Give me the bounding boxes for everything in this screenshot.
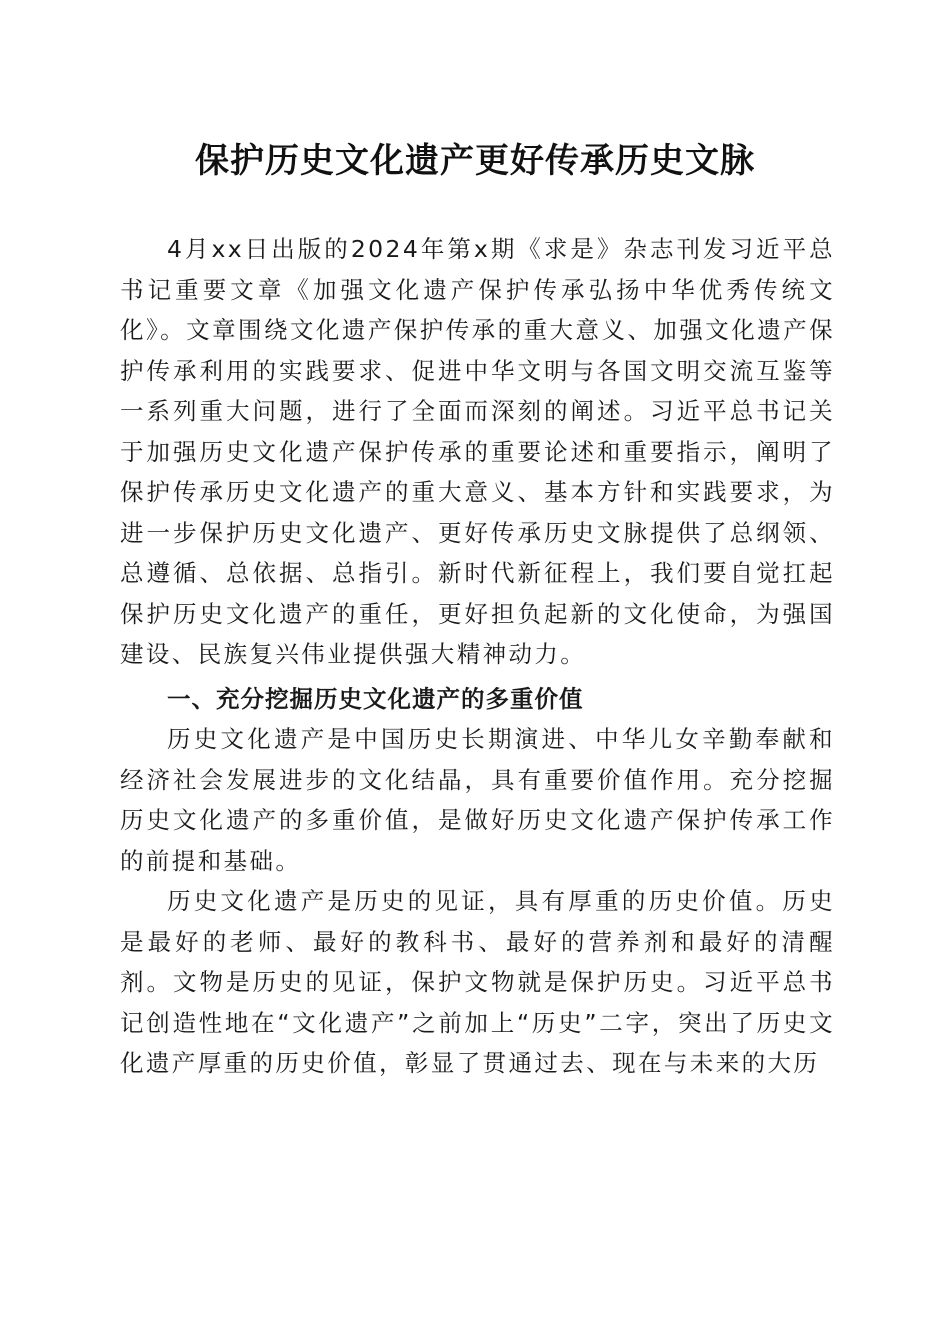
document-title: 保护历史文化遗产更好传承历史文脉 [195, 141, 755, 181]
intro-paragraph: 4月xx日出版的2024年第x期《求是》杂志刊发习近平总书记重要文章《加强文化遗产保护传承弘扬中华优秀传统文化》。文章围绕文化遗产保护传承的重大意义、加强文化遗产保护传承利用的实践要求、促进中华文明与各国文明交流互鉴等一系列重大问题，进行了全面而深刻的阐述。习近平总书记关于加强历史文化遗产保护传承的重要论述和重要指示，阐明了保护传承历史文化遗产的重大意义、基本方针和实践要求，为进一步保护历史文化遗产、更好传承历史文脉提供了总纲领、总遵循、总依据、总指引。新时代新征程上，我们要自觉扛起保护历史文化遗产的重任，更好担负起新的文化使命，为强国建设、民族复兴伟业提供强大精神动力。 [120, 235, 835, 668]
section-heading: 一、充分挖掘历史文化遗产的多重价值 [167, 684, 584, 713]
document-body [120, 229, 835, 1084]
body-paragraph: 历史文化遗产是中国历史长期演进、中华儿女辛勤奉献和经济社会发展进步的文化结晶，具有重要价值作用。充分挖掘历史文化遗产的多重价值，是做好历史文化遗产保护传承工作的前提和基础。 [120, 725, 835, 875]
body-paragraph: 历史文化遗产是历史的见证，具有厚重的历史价值。历史是最好的老师、最好的教科书、最好的营养剂和最好的清醒剂。文物是历史的见证，保护文物就是保护历史。习近平总书记创造性地在“文化遗产”之前加上“历史”二字，突出了历史文化遗产厚重的历史价值，彰显了贯通过去、现在与未来的大历 [120, 887, 835, 1077]
